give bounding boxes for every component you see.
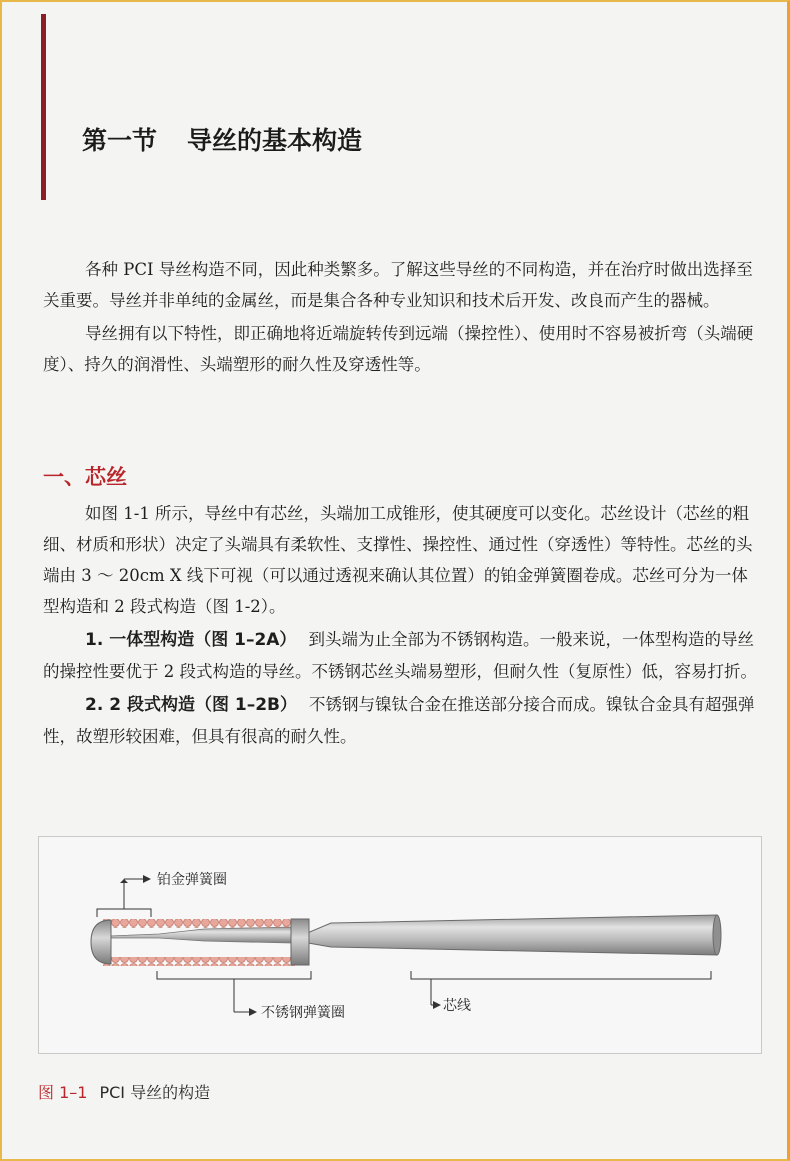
label-core-wire: 芯线 [443, 998, 471, 1014]
item-1-text: 到头端为止全部为不锈钢构造。一般来说，一体型构造的导丝的操控性要优于 2 段式构造的导丝。不锈钢芯丝头端易塑形，但耐久性（复原性）低，容易打折。 [43, 630, 757, 681]
figure-caption-text: PCI 导丝的构造 [99, 1083, 211, 1102]
label-platinum-coil: 铂金弹簧圈 [157, 872, 227, 888]
figure-guidewire-diagram [38, 836, 762, 1054]
core-text [43, 498, 761, 752]
guidewire-structure-illustration [39, 837, 761, 1053]
label-stainless-coil: 不锈钢弹簧圈 [261, 1005, 345, 1021]
stainless-coil-callout [157, 971, 345, 1021]
tapered-core [109, 927, 291, 943]
figure-caption [38, 1080, 210, 1103]
coil-bottom [103, 957, 295, 966]
intro-paragraph-2: 导丝拥有以下特性，即正确地将近端旋转传到远端（操控性）、使用时不容易被折弯（头端硬度）、持久的润滑性、头端塑形的耐久性及穿透性等。 [43, 324, 754, 374]
item-2-text: 不锈钢与镍钛合金在推送部分接合而成。镍钛合金具有超强弹性，故塑形较困难，但具有很高的耐久性。 [43, 695, 755, 746]
core-wire-shaft [291, 915, 721, 955]
chapter-accent-bar [41, 14, 46, 200]
intro-paragraph-1: 各种 PCI 导丝构造不同，因此种类繁多。了解这些导丝的不同构造，并在治疗时做出选择至关重要。导丝并非单纯的金属丝，而是集合各种专业知识和技术后开发、改良而产生的器械。 [43, 260, 753, 310]
section-title [82, 121, 362, 157]
section-heading-text: 导丝的基本构造 [187, 126, 363, 155]
tip-cap [91, 920, 111, 964]
item-2-heading: 2. 2 段式构造（图 1–2B） [85, 695, 297, 715]
intro-text [43, 254, 761, 380]
subsection-heading: 一、芯丝 [43, 465, 127, 489]
platinum-coil-callout [97, 872, 227, 917]
core-wire-callout [411, 971, 711, 1014]
joint-cap [291, 919, 309, 965]
section-number: 第一节 [82, 126, 158, 155]
item-2-paragraph [43, 689, 761, 752]
coil-top [103, 919, 295, 928]
item-1-paragraph [43, 624, 761, 687]
core-paragraph: 如图 1-1 所示，导丝中有芯丝，头端加工成锥形，使其硬度可以变化。芯丝设计（芯丝的粗细、材质和形状）决定了头端具有柔软性、支撑性、操控性、通过性（穿透性）等特性。芯丝的头端由 3 ～ 20cm X 线下可视（可以通过透视来确认其位置）的铂金弹簧圈卷成。芯丝可分为一体型构造和 2 段式构造（图 1-2）。 [43, 504, 753, 616]
figure-number: 图 1–1 [38, 1083, 88, 1102]
item-1-heading: 1. 一体型构造（图 1–2A） [85, 630, 297, 650]
